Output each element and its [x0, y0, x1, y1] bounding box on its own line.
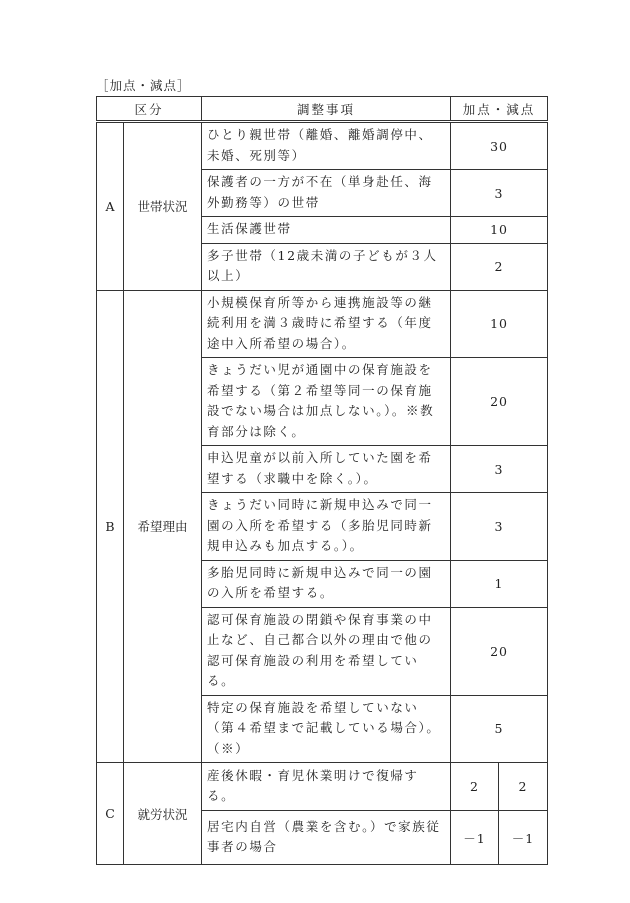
adjustment-points-table	[96, 96, 548, 865]
table-row	[97, 122, 548, 170]
section-caption: ［加点・減点］	[96, 78, 191, 93]
row-item: 特定の保育施設を希望していない（第４希望まで記載している場合）。（※）	[202, 695, 451, 763]
row-item: 申込児童が以前入所していた園を希望する（求職中を除く。）。	[202, 446, 451, 493]
row-item: 産後休暇・育児休業明けで復帰する。	[202, 763, 451, 811]
table-row	[97, 763, 548, 811]
group-a-code: A	[97, 122, 124, 291]
group-a-label: 世帯状況	[124, 122, 202, 291]
row-points: 10	[451, 217, 548, 244]
table-row	[97, 290, 548, 358]
row-points: 3	[451, 170, 548, 217]
header-item: 調整事項	[202, 97, 451, 122]
row-points: 1	[451, 560, 548, 607]
row-item: 小規模保育所等から連携施設等の継続利用を満３歳時に希望する（年度途中入所希望の場合）。	[202, 290, 451, 358]
row-points: 2	[451, 243, 548, 290]
row-points: 30	[451, 122, 548, 170]
row-points-b: 2	[499, 763, 548, 811]
row-points-a: 2	[451, 763, 499, 811]
row-points-a: －1	[451, 811, 499, 865]
row-item: 認可保育施設の閉鎖や保育事業の中止など、自己都合以外の理由で他の認可保育施設の利用を希望している。	[202, 607, 451, 695]
row-item: ひとり親世帯（離婚、離婚調停中、未婚、死別等）	[202, 122, 451, 170]
header-category: 区分	[97, 97, 202, 122]
row-item: 生活保護世帯	[202, 217, 451, 244]
table-header-row	[97, 97, 548, 122]
row-points: 10	[451, 290, 548, 358]
row-item: きょうだい児が通園中の保育施設を希望する（第２希望等同一の保育施設でない場合は加点しない。）。※教育部分は除く。	[202, 358, 451, 446]
group-b-code: B	[97, 290, 124, 763]
row-points: 20	[451, 358, 548, 446]
row-item: きょうだい同時に新規申込みで同一園の入所を希望する（多胎児同時新規申込みも加点する。）。	[202, 493, 451, 561]
row-points: 3	[451, 493, 548, 561]
row-item: 居宅内自営（農業を含む。）で家族従事者の場合	[202, 811, 451, 865]
row-points: 3	[451, 446, 548, 493]
group-c-code: C	[97, 763, 124, 865]
row-item: 多子世帯（12歳未満の子どもが３人以上）	[202, 243, 451, 290]
row-item: 保護者の一方が不在（単身赴任、海外勤務等）の世帯	[202, 170, 451, 217]
group-c-label: 就労状況	[124, 763, 202, 865]
row-points: 5	[451, 695, 548, 763]
row-points-b: －1	[499, 811, 548, 865]
header-points: 加点・減点	[451, 97, 548, 122]
row-item: 多胎児同時に新規申込みで同一の園の入所を希望する。	[202, 560, 451, 607]
group-b-label: 希望理由	[124, 290, 202, 763]
row-points: 20	[451, 607, 548, 695]
